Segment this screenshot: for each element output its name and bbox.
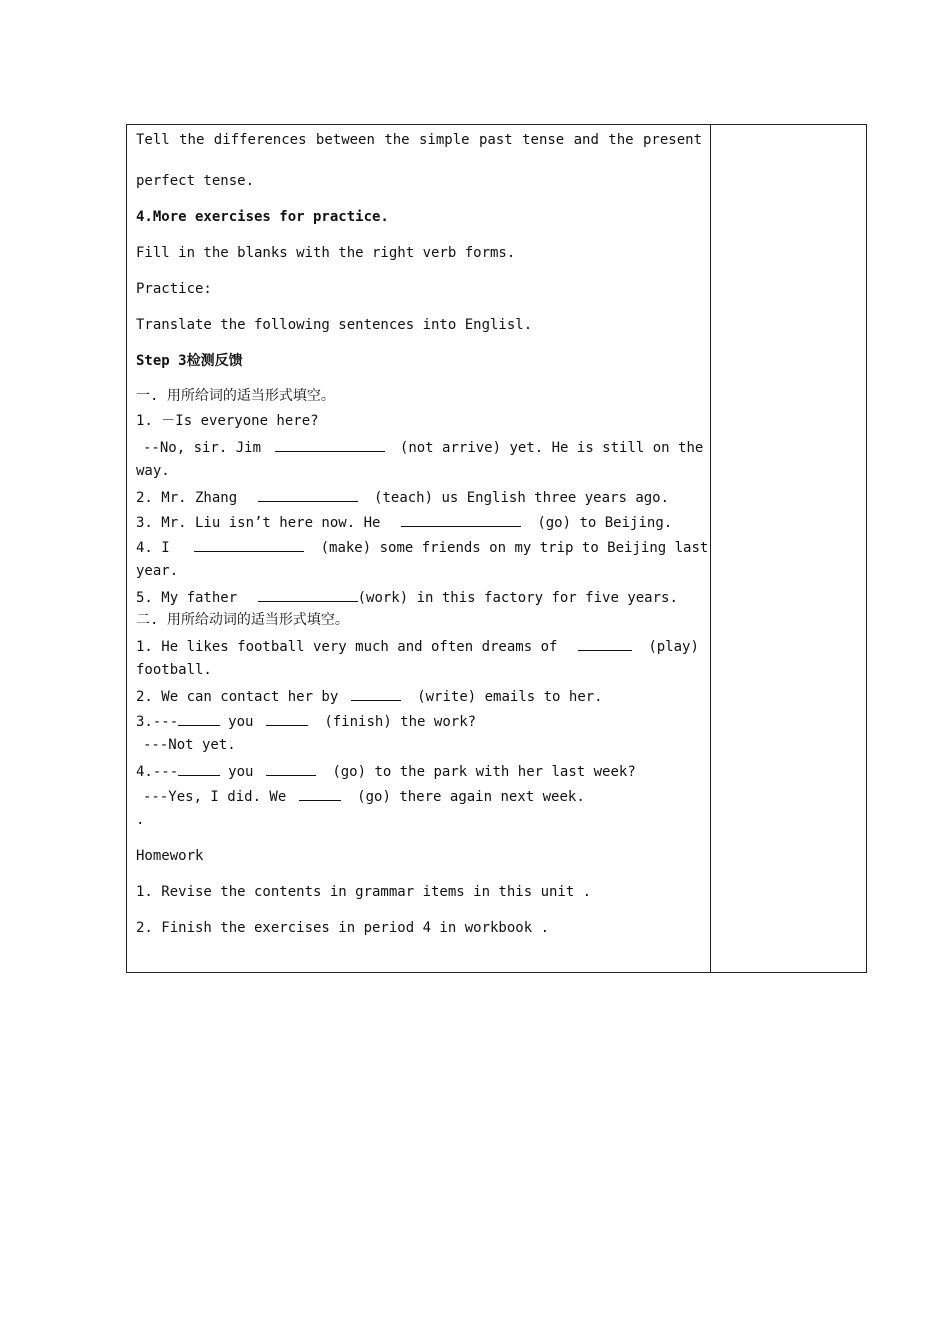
item-text: (not arrive) yet. He is still on the (399, 440, 704, 456)
answer-blank[interactable] (266, 761, 316, 776)
answer-blank[interactable] (275, 437, 385, 452)
item-text: (make) some friends on my trip to Beijing last (320, 540, 709, 556)
item-text: (write) emails to her. (417, 689, 603, 705)
answer-blank[interactable] (578, 636, 632, 651)
answer-blank[interactable] (401, 512, 521, 527)
item-text: you (228, 714, 254, 730)
item-text: 4. I (136, 540, 170, 556)
exercise-heading: 二. 用所给动词的适当形式填空。 (136, 612, 349, 628)
item-text: 3. Mr. Liu isn’t here now. He (136, 515, 381, 531)
lesson-table (126, 124, 867, 973)
exercise-item (136, 761, 702, 781)
item-text: 2. Mr. Zhang (136, 490, 238, 506)
exercise-item: football. (136, 662, 212, 678)
homework-heading: Homework (136, 848, 204, 864)
exercise-item (136, 786, 709, 806)
item-text: (finish) the work? (324, 714, 477, 730)
text-line: Practice: (136, 281, 212, 297)
section-heading: 4.More exercises for practice. (136, 209, 389, 225)
exercise-item: year. (136, 563, 179, 579)
text-line: Fill in the blanks with the right verb forms. (136, 245, 516, 261)
answer-blank[interactable] (258, 487, 358, 502)
answer-blank[interactable] (178, 711, 220, 726)
item-text: (go) to Beijing. (537, 515, 673, 531)
answer-blank[interactable] (194, 537, 304, 552)
homework-item: 1. Revise the contents in grammar items in this unit . (136, 884, 592, 900)
item-text: 3.--- (136, 714, 179, 730)
exercise-item (136, 487, 702, 507)
answer-blank[interactable] (299, 786, 341, 801)
item-text: 4.--- (136, 764, 179, 780)
exercise-item (136, 512, 702, 532)
exercise-item (136, 636, 702, 656)
answer-blank[interactable] (266, 711, 308, 726)
item-text: (work) in this factory for five years. (357, 590, 678, 606)
exercise-item: ---Not yet. (143, 737, 236, 753)
item-text: ---Yes, I did. We (143, 789, 287, 805)
exercise-item (136, 587, 702, 607)
exercise-item (136, 686, 702, 706)
section-heading: Step 3检测反馈 (136, 353, 243, 369)
text-line: . (136, 812, 145, 828)
exercise-item (136, 537, 709, 557)
text-line: Translate the following sentences into Englisl. (136, 317, 533, 333)
item-text: (play) (648, 639, 699, 655)
homework-item: 2. Finish the exercises in period 4 in workbook . (136, 920, 550, 936)
exercise-item: 1. －Is everyone here? (136, 413, 319, 429)
text-line: Tell the differences between the simple past tense and the present (136, 132, 702, 148)
answer-blank[interactable] (258, 587, 358, 602)
main-cell (136, 125, 709, 972)
item-text: (go) there again next week. (357, 789, 585, 805)
exercise-item (136, 711, 702, 731)
item-text: you (228, 764, 254, 780)
answer-blank[interactable] (178, 761, 220, 776)
answer-blank[interactable] (351, 686, 401, 701)
item-text: 1. He likes football very much and often dreams of (136, 639, 558, 655)
column-divider (710, 125, 711, 972)
item-text: --No, sir. Jim (143, 440, 262, 456)
exercise-heading: 一. 用所给词的适当形式填空。 (136, 388, 335, 404)
item-text: 2. We can contact her by (136, 689, 339, 705)
item-text: (teach) us English three years ago. (374, 490, 670, 506)
exercise-item (136, 437, 702, 457)
item-text: 5. My father (136, 590, 238, 606)
exercise-item: way. (136, 463, 170, 479)
item-text: (go) to the park with her last week? (332, 764, 636, 780)
text-line: perfect tense. (136, 173, 255, 189)
